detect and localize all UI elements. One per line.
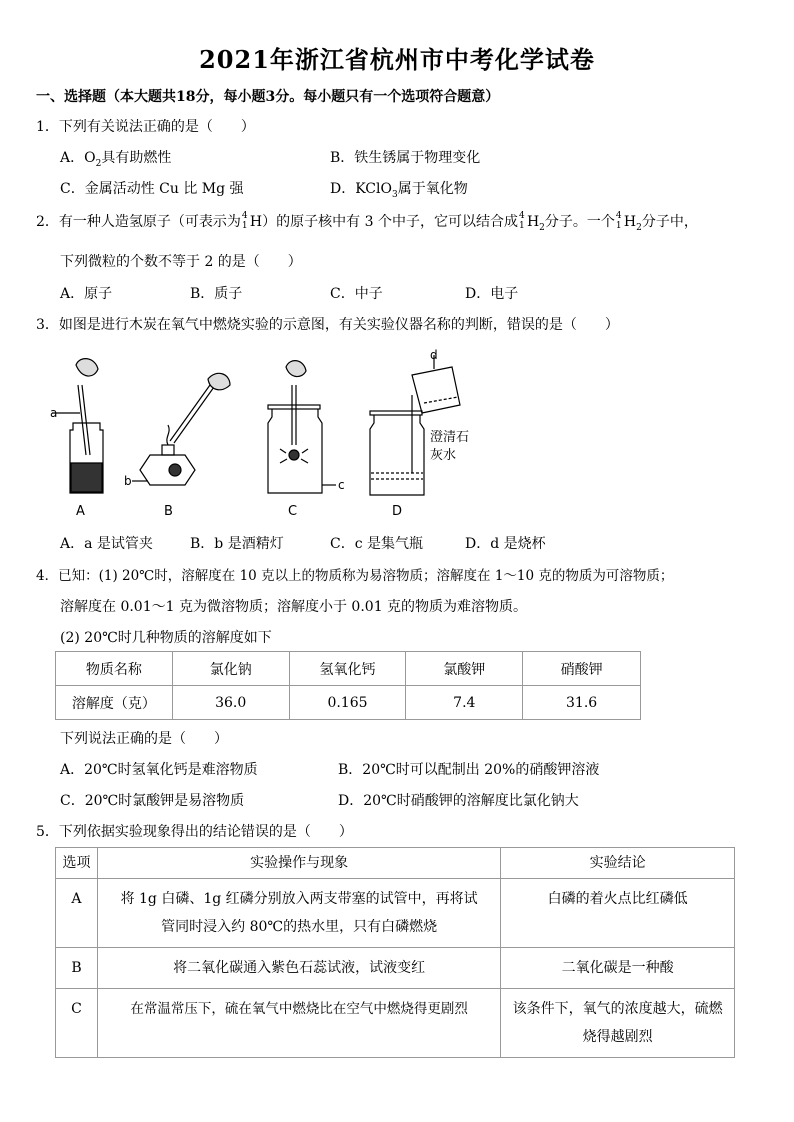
table-cell: 物质名称 — [56, 652, 173, 686]
fig-caption-a: A — [76, 504, 85, 519]
table-cell: 36.0 — [172, 686, 289, 720]
table-row — [56, 948, 735, 989]
q4-option-d: D．20℃时硝酸钾的溶解度比氯化钠大 — [338, 793, 579, 809]
table-cell: 将 1g 白磷、1g 红磷分别放入两支带塞的试管中，再将试 管同时浸入约 80℃的热水里，只有白磷燃烧 — [97, 879, 500, 948]
q1-option-b: B．铁生锈属于物理变化 — [330, 150, 481, 166]
table-cell: 二氧化碳是一种酸 — [501, 948, 735, 989]
q2-option-d: D．电子 — [465, 286, 519, 302]
page-title: 2021年浙江省杭州市中考化学试卷 — [199, 45, 595, 74]
q1-option-d: D．KClO$_3$属于氧化物 — [330, 181, 468, 200]
q4-option-c: C．20℃时氯酸钾是易溶物质 — [60, 793, 245, 809]
fig-caption-b: B — [164, 504, 173, 519]
fig-label-b: b — [124, 474, 132, 488]
table-header: 选项 — [56, 848, 98, 879]
q1-option-a: A．$O_2$具有助燃性 — [60, 150, 172, 169]
q2-option-b: B．质子 — [190, 286, 243, 302]
fig-lime-water-2: 灰水 — [430, 448, 457, 463]
q3-option-a: A．a 是试管夹 — [60, 536, 153, 552]
table-cell: C — [56, 989, 98, 1058]
table-cell: A — [56, 879, 98, 948]
q5-stem: 5．下列依据实验现象得出的结论错误的是（ ） — [36, 824, 353, 840]
q3-stem: 3．如图是进行木炭在氧气中燃烧实验的示意图，有关实验仪器名称的判断，错误的是（ ） — [36, 317, 619, 333]
q2-option-c: C．中子 — [330, 286, 383, 302]
table-cell: 31.6 — [523, 686, 641, 720]
solubility-table — [55, 651, 641, 720]
isotope-notation: 4 1 — [518, 211, 525, 231]
q3-option-b: B．b 是酒精灯 — [190, 536, 284, 552]
table-cell: 溶解度（克） — [56, 686, 173, 720]
table-header: 实验结论 — [501, 848, 735, 879]
q4-line1: 4．已知：(1) 20℃时，溶解度在 10 克以上的物质称为易溶物质；溶解度在 1～10 克的物质为可溶物质； — [36, 568, 674, 584]
table-row — [56, 879, 735, 948]
q1-stem: 1．下列有关说法正确的是（ ） — [36, 119, 255, 135]
table-cell: 氯酸钾 — [406, 652, 523, 686]
q4-line3: (2) 20℃时几种物质的溶解度如下 — [60, 630, 272, 646]
table-cell: 7.4 — [406, 686, 523, 720]
table-cell: 白磷的着火点比红磷低 — [501, 879, 735, 948]
isotope-notation: 4 1 — [241, 211, 248, 231]
table-row — [56, 652, 641, 686]
experiment-figure — [40, 345, 500, 525]
fig-caption-d: D — [392, 504, 403, 519]
q4-option-a: A．20℃时氢氧化钙是难溶物质 — [60, 762, 258, 778]
table-header: 实验操作与现象 — [97, 848, 500, 879]
q4-ask: 下列说法正确的是（ ） — [60, 731, 228, 747]
table-cell: 将二氧化碳通入紫色石蕊试液，试液变红 — [97, 948, 500, 989]
table-cell: 氢氧化钙 — [289, 652, 406, 686]
fig-label-a: a — [50, 406, 58, 420]
experiment-table — [55, 847, 735, 1058]
q4-line2: 溶解度在 0.01～1 克为微溶物质；溶解度小于 0.01 克的物质为难溶物质。 — [60, 599, 528, 615]
q3-option-c: C．c 是集气瓶 — [330, 536, 424, 552]
q2-line2: 下列微粒的个数不等于 2 的是（ ） — [60, 254, 302, 270]
table-row — [56, 686, 641, 720]
isotope-notation: 4 1 — [615, 211, 622, 231]
fig-caption-c: C — [288, 504, 298, 519]
q2-stem: 2．有一种人造氢原子（可表示为 4 1 H）的原子核中有 3 个中子，它可以结合成 4 1 $H_2$分子。一个 4 1 $H_2$分子中， — [36, 211, 698, 233]
table-cell: 硝酸钾 — [523, 652, 641, 686]
q4-option-b: B．20℃时可以配制出 20%的硝酸钾溶液 — [338, 762, 600, 778]
table-cell: B — [56, 948, 98, 989]
q1-option-c: C．金属活动性 Cu 比 Mg 强 — [60, 181, 244, 197]
table-header-row — [56, 848, 735, 879]
table-row — [56, 989, 735, 1058]
fig-label-c: c — [338, 478, 345, 492]
table-cell: 该条件下，氧气的浓度越大，硫燃 烧得越剧烈 — [501, 989, 735, 1058]
fig-label-d: d — [430, 348, 438, 362]
table-cell: 在常温常压下，硫在氧气中燃烧比在空气中燃烧得更剧烈 — [97, 989, 500, 1058]
table-cell: 0.165 — [289, 686, 406, 720]
table-cell: 氯化钠 — [172, 652, 289, 686]
fig-lime-water-1: 澄清石 — [430, 430, 470, 445]
q3-option-d: D．d 是烧杯 — [465, 536, 546, 552]
section-heading: 一、选择题（本大题共18分，每小题3分。每小题只有一个选项符合题意） — [36, 89, 500, 105]
q2-option-a: A．原子 — [60, 286, 113, 302]
